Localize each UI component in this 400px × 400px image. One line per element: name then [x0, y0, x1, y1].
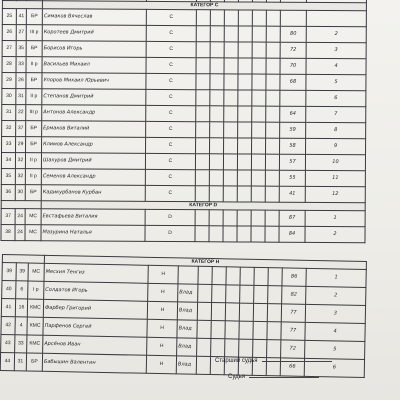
score-cell [211, 303, 225, 321]
score-cell [240, 285, 254, 303]
score-cell [225, 339, 239, 357]
place: 10 [305, 154, 365, 170]
score-cell [237, 186, 251, 202]
place: 1 [305, 210, 365, 226]
row-index: 28 [2, 57, 16, 73]
score-cell [224, 74, 238, 90]
score-cell [238, 10, 252, 26]
row-index: 32 [2, 121, 16, 137]
athlete-number: 16 [15, 299, 27, 317]
place: 7 [306, 106, 366, 122]
place: 9 [306, 138, 366, 154]
total-score: 77 [281, 304, 305, 322]
athlete-number: 22 [16, 105, 26, 121]
place: 2 [306, 26, 366, 42]
score-cell [196, 122, 210, 138]
athlete-city: Влад [177, 338, 197, 356]
athlete-number: 26 [16, 73, 26, 89]
athlete-rank: МС [25, 209, 41, 225]
athlete-category: C [146, 137, 196, 153]
athlete-name: Климов Александр [42, 137, 146, 154]
total-score: 68 [280, 74, 306, 90]
score-cell [212, 267, 226, 285]
score-cell [196, 356, 210, 374]
category-label: КАТЕГОР D [41, 201, 365, 211]
score-cell [209, 170, 223, 186]
score-cell [198, 284, 212, 302]
score-cell [195, 226, 209, 242]
score-cell [224, 26, 238, 42]
athlete-rank: III р [26, 105, 42, 121]
place: 4 [305, 322, 365, 341]
row-index: 43 [1, 334, 15, 352]
score-cell [251, 226, 265, 242]
place: 3 [306, 42, 366, 58]
row-index: 30 [2, 89, 16, 105]
athlete-category: C [146, 25, 196, 41]
score-cell [197, 302, 211, 320]
score-cell [252, 106, 266, 122]
athlete-name: Фарбер Григорий [43, 299, 147, 319]
athlete-name: Месхия Тенгиз [44, 263, 148, 283]
score-cell [210, 90, 224, 106]
athlete-city: Влад [177, 302, 197, 320]
athlete-rank: БР [26, 353, 42, 371]
score-cell [240, 267, 254, 285]
score-cell [237, 226, 251, 242]
score-cell [252, 138, 266, 154]
score-cell [251, 154, 265, 170]
score-cell [210, 58, 224, 74]
total-score: 57 [279, 154, 305, 170]
score-cell [253, 303, 267, 321]
score-cell [209, 154, 223, 170]
score-cell [252, 42, 266, 58]
place: 12 [305, 186, 365, 202]
total-score: 58 [280, 138, 306, 154]
total-score: 55 [279, 170, 305, 186]
score-cell [237, 210, 251, 226]
score-cell [252, 122, 266, 138]
score-cell [238, 74, 252, 90]
place: 5 [306, 74, 366, 90]
total-score: 70 [280, 58, 306, 74]
score-cell [223, 210, 237, 226]
place: 6 [306, 90, 366, 106]
athlete-category: C [146, 57, 196, 73]
score-cell [210, 42, 224, 58]
score-cell [267, 340, 281, 358]
score-cell [197, 320, 211, 338]
score-cell [266, 58, 280, 74]
athlete-rank: БР [26, 9, 42, 25]
row-index: 38 [1, 224, 15, 240]
score-cell [266, 26, 280, 42]
score-cell [266, 74, 280, 90]
row-index: 41 [1, 299, 15, 317]
score-cell [225, 303, 239, 321]
score-cell [210, 106, 224, 122]
athlete-name: Парфенов Сергей [43, 317, 147, 337]
score-cell [224, 10, 238, 26]
athlete-category: H [147, 319, 177, 338]
table-row [1, 224, 365, 242]
athlete-rank: МС [25, 225, 41, 241]
score-cell [196, 90, 210, 106]
athlete-name: Борисов Игорь [42, 41, 146, 58]
score-cell [195, 154, 209, 170]
row-index: 34 [1, 153, 15, 169]
score-cell [251, 170, 265, 186]
score-cell [266, 10, 280, 26]
place: 2 [306, 286, 366, 305]
athlete-number: 41 [16, 9, 26, 25]
athlete-city: Влад [176, 356, 196, 374]
place [306, 10, 366, 26]
score-cell [224, 90, 238, 106]
athlete-name: Кадикурбанов Курбан [41, 185, 145, 202]
total-score: 84 [279, 226, 305, 242]
category-label: КАТЕГОР С [42, 1, 366, 11]
score-cell [265, 154, 279, 170]
athlete-name: Мазурина Наталья [41, 225, 145, 242]
row-index: 37 [1, 208, 15, 224]
row-index: 25 [2, 9, 16, 25]
athlete-category: H [147, 301, 177, 320]
athlete-category: H [146, 355, 176, 374]
athlete-category: C [145, 169, 195, 185]
score-cell [209, 226, 223, 242]
athlete-number: 31 [16, 89, 26, 105]
score-cell [195, 170, 209, 186]
place: 4 [306, 58, 366, 74]
athlete-name: Семенов Александр [41, 169, 145, 186]
athlete-city: Влад [178, 284, 198, 302]
score-cell [226, 267, 240, 285]
judge-label: Судья [228, 374, 246, 380]
athlete-category: C [146, 41, 196, 57]
row-index: 29 [2, 73, 16, 89]
athlete-category: H [147, 337, 177, 356]
athlete-name: Упоров Михаил Юрьевич [42, 73, 146, 90]
score-cell [239, 339, 253, 357]
score-cell [223, 226, 237, 242]
score-cell [210, 26, 224, 42]
score-cell [209, 210, 223, 226]
total-score: 86 [282, 268, 306, 286]
score-cell [224, 58, 238, 74]
total-score: 41 [279, 186, 305, 202]
athlete-city: Влад [177, 320, 197, 338]
score-cell [238, 42, 252, 58]
athlete-rank: БР [26, 121, 42, 137]
athlete-category: D [145, 209, 195, 225]
athlete-rank: БР [25, 185, 41, 201]
score-cell [237, 154, 251, 170]
row-index: 27 [2, 41, 16, 57]
place: 2 [305, 226, 365, 242]
score-cell [196, 42, 210, 58]
score-cell [254, 267, 268, 285]
athlete-number: 32 [15, 153, 25, 169]
score-cell [267, 322, 281, 340]
athlete-rank: I р [28, 281, 44, 299]
score-cell [251, 186, 265, 202]
score-cell [224, 138, 238, 154]
athlete-rank: БР [26, 41, 42, 57]
score-cell [196, 26, 210, 42]
total-score [280, 90, 306, 106]
row-index: 39 [2, 263, 16, 281]
score-cell [265, 226, 279, 242]
place: 6 [304, 358, 364, 377]
athlete-number: 33 [15, 335, 27, 353]
athlete-name: Бабышин Валентин [42, 353, 146, 373]
athlete-rank: МС [28, 263, 44, 281]
score-cell [198, 266, 212, 284]
score-cell [210, 138, 224, 154]
athlete-number: 37 [16, 121, 26, 137]
score-cell [210, 122, 224, 138]
score-cell [223, 170, 237, 186]
score-cell [265, 170, 279, 186]
score-cell [268, 268, 282, 286]
athlete-name: Арсёнов Иван [43, 335, 147, 355]
place: 1 [306, 268, 366, 287]
judge-signature [228, 374, 319, 380]
score-cell [238, 90, 252, 106]
athlete-category: H [148, 283, 178, 302]
athlete-category: C [145, 185, 195, 201]
place: 5 [305, 340, 365, 359]
athlete-name: Ермаков Виталий [42, 121, 146, 138]
score-cell [223, 154, 237, 170]
athlete-name: Васильев Михаил [42, 57, 146, 74]
athlete-category: C [146, 73, 196, 89]
score-cell [252, 74, 266, 90]
score-cell [265, 210, 279, 226]
row-index: 31 [2, 105, 16, 121]
score-cell [266, 138, 280, 154]
score-cell [238, 138, 252, 154]
total-score: 82 [282, 286, 306, 304]
score-cell [239, 321, 253, 339]
score-cell [195, 186, 209, 202]
athlete-rank: II р [25, 153, 41, 169]
score-cell [266, 122, 280, 138]
score-cell [211, 339, 225, 357]
athlete-number: 24 [15, 225, 25, 241]
athlete-rank: КМС [27, 299, 43, 317]
chief-judge-label: Старший судья [215, 358, 258, 364]
score-cell [252, 90, 266, 106]
athlete-number: 31 [14, 353, 26, 371]
total-score: 59 [280, 122, 306, 138]
score-cell [238, 58, 252, 74]
score-cell [196, 58, 210, 74]
score-cell [252, 10, 266, 26]
place: 3 [305, 304, 365, 323]
score-cell [267, 304, 281, 322]
score-cell [254, 285, 268, 303]
row-index: 33 [2, 137, 16, 153]
score-cell [266, 106, 280, 122]
athlete-number: 30 [15, 185, 25, 201]
score-cell [266, 42, 280, 58]
score-cell [224, 106, 238, 122]
category-label: КАТЕГОР Н [44, 255, 366, 269]
athlete-number: 24 [15, 209, 25, 225]
place: 11 [305, 170, 365, 186]
athlete-rank: II р [25, 169, 41, 185]
score-cell [226, 285, 240, 303]
total-score: 72 [281, 340, 305, 358]
score-cell [265, 186, 279, 202]
total-score: 64 [280, 106, 306, 122]
athlete-name: Степанов Дмитрий [42, 89, 146, 106]
athlete-number: 39 [16, 263, 28, 281]
athlete-name: Шахуров Дмитрий [41, 153, 145, 170]
chief-judge-signature [215, 358, 332, 364]
score-cell [252, 58, 266, 74]
athlete-category: C [146, 121, 196, 137]
athlete-category: H [148, 265, 178, 284]
score-cell [252, 26, 266, 42]
athlete-rank: II р [26, 89, 42, 105]
row-index: 44 [0, 352, 14, 370]
athlete-name: Антонов Александр [42, 105, 146, 122]
score-cell [224, 122, 238, 138]
row-index: 40 [2, 281, 16, 299]
athlete-name: Евстафьева Виталия [41, 209, 145, 226]
athlete-rank: БР [26, 137, 42, 153]
athlete-category: C [146, 105, 196, 121]
athlete-rank: III р [26, 25, 42, 41]
score-cell [196, 138, 210, 154]
athlete-category: C [146, 9, 196, 25]
place: 8 [306, 122, 366, 138]
score-cell [196, 74, 210, 90]
score-cell [238, 26, 252, 42]
score-cell [196, 106, 210, 122]
total-score: 72 [280, 42, 306, 58]
athlete-number: 32 [15, 169, 25, 185]
athlete-rank: КМС [27, 317, 43, 335]
score-cell [238, 122, 252, 138]
athlete-category: C [146, 89, 196, 105]
athlete-name: Симаков Вячеслав [42, 9, 146, 26]
score-cell [268, 286, 282, 304]
score-cell [196, 10, 210, 26]
athlete-name: Солдатов Игорь [44, 281, 148, 301]
score-cell [211, 321, 225, 339]
score-cell [253, 339, 267, 357]
row-index: 42 [1, 316, 15, 334]
score-cell [266, 90, 280, 106]
athlete-rank: БР [26, 73, 42, 89]
score-cell [197, 338, 211, 356]
athlete-rank: КМС [27, 335, 43, 353]
score-cell [238, 106, 252, 122]
score-cell [210, 74, 224, 90]
total-score: 77 [281, 322, 305, 340]
athlete-number: 27 [16, 25, 26, 41]
total-score: 66 [280, 358, 304, 376]
athlete-city [178, 266, 198, 284]
total-score [280, 10, 306, 26]
athlete-category: D [145, 225, 195, 241]
score-cell [251, 210, 265, 226]
row-index: 36 [1, 184, 15, 200]
athlete-number: 29 [16, 137, 26, 153]
score-cell [239, 303, 253, 321]
score-cell [223, 186, 237, 202]
row-index: 26 [2, 25, 16, 41]
total-score: 87 [279, 210, 305, 226]
row-index: 35 [1, 168, 15, 184]
athlete-number: 4 [15, 317, 27, 335]
score-cell [195, 210, 209, 226]
score-cell [225, 321, 239, 339]
score-cell [209, 186, 223, 202]
score-cell [237, 170, 251, 186]
athlete-rank: II р [26, 57, 42, 73]
score-cell [224, 42, 238, 58]
score-cell [212, 285, 226, 303]
athlete-number: 6 [16, 281, 28, 299]
score-cell [253, 321, 267, 339]
athlete-category: C [145, 153, 195, 169]
athlete-name: Коротеев Дмитрий [42, 25, 146, 42]
athlete-number: 35 [16, 41, 26, 57]
score-cell [210, 10, 224, 26]
athlete-number: 33 [16, 57, 26, 73]
total-score: 80 [280, 26, 306, 42]
